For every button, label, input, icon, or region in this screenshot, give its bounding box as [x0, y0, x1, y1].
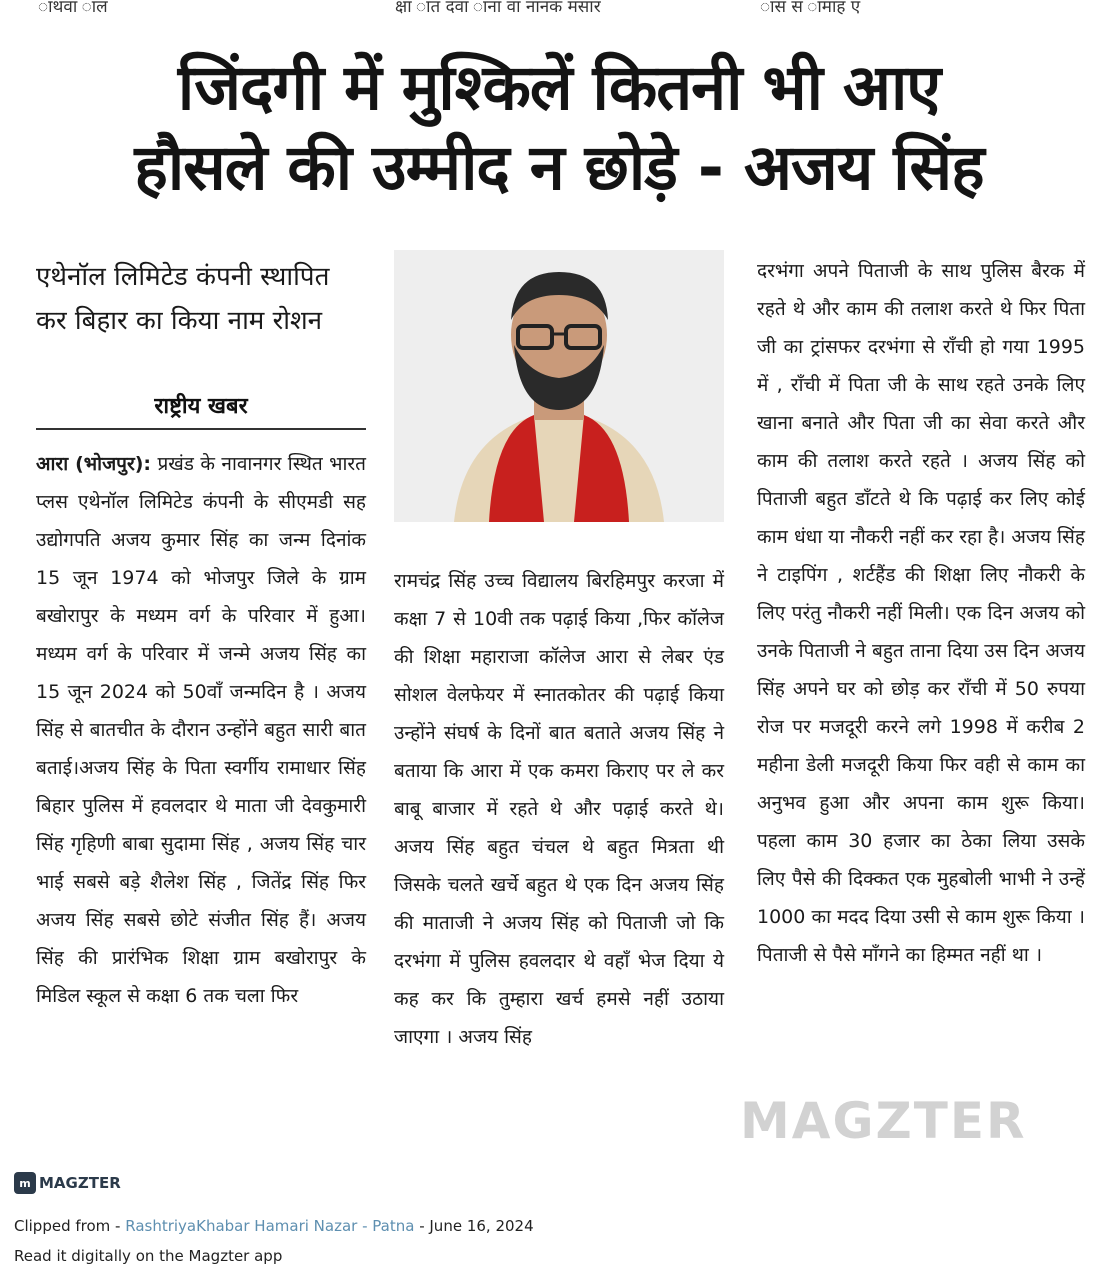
column-2-text: रामचंद्र सिंह उच्च विद्यालय बिरहिमपुर करजा में कक्षा 7 से 10वी तक पढ़ाई किया ,फिर कॉलेज की शिक्षा महाराजा कॉलेज आरा से लेबर एंड सोशल वेलफेयर में स्नातकोतर की पढ़ाई किया उन्होंने संघर्ष के दिनों बात बताते अजय सिंह ने बताया कि आरा में एक कमरा किराए पर ले कर बाबू बाजार में रहते थे और पढ़ाई करते थे। अजय सिंह बहुत चंचल थे बहुत मित्रता थी जिसके चलते खर्चे बहुत थे एक दिन अजय सिंह की माताजी ने अजय सिंह को पिताजी जो कि दरभंगा में पुलिस हवलदार थे वहाँ भेज दिया ये कह कर कि तुम्हारा खर्च हमसे नहीं उठाया जाएगा । अजय सिंह: [394, 570, 724, 1048]
headline-line-1: जिंदगी में मुश्किलें कितनी भी आए: [177, 51, 941, 124]
magzter-logo-icon: m: [14, 1172, 36, 1194]
column-1-text: प्रखंड के नावानगर स्थित भारत प्लस एथेनॉल लिमिटेड कंपनी के सीएमडी सह उद्योगपति अजय कुमार सिंह का जन्म दिनांक 15 जून 1974 को भोजपुर जिले के ग्राम बखोरापुर के मध्यम वर्ग के परिवार में हुआ। मध्यम वर्ग के परिवार में जन्मे अजय सिंह का 15 जून 2024 को 50वाँ जन्मदिन है । अजय सिंह से बातचीत के दौरान उन्होंने बहुत सारी बात बताई।अजय सिंह के पिता स्वर्गीय रामाधार सिंह बिहार पुलिस में हवलदार थे माता जी देवकुमारी सिंह गृहिणी बाबा सुदामा सिंह , अजय सिंह चार भाई सबसे बड़े शैलेश सिंह , जितेंद्र सिंह फिर अजय सिंह सबसे छोटे संजीत सिंह हैं। अजय सिंह की प्रारंभिक शिक्षा ग्राम बखोरापुर के मिडिल स्कूल से कक्षा 6 तक चला फिर: [36, 453, 366, 1007]
top-cut-text-strip: [0, 0, 1118, 22]
subheadline: एथेनॉल लिमिटेड कंपनी स्थापित कर बिहार का किया नाम रोशन: [36, 262, 330, 336]
clipped-prefix: Clipped from -: [14, 1217, 126, 1235]
read-app-text: Read it digitally on the Magzter app: [14, 1247, 283, 1265]
magzter-watermark: MAGZTER: [740, 1092, 1027, 1150]
clipped-source-link[interactable]: RashtriyaKhabar Hamari Nazar - Patna: [125, 1217, 415, 1235]
top-cut-text-3: ास स ामाह ए: [760, 0, 861, 17]
headline: [20, 48, 1098, 208]
headline-line-2: हौसले की उम्मीद न छोड़े - अजय सिंह: [134, 131, 984, 204]
top-cut-text-1: ाथवा ाल: [38, 0, 108, 17]
dateline: आरा (भोजपुर):: [36, 453, 152, 475]
magzter-logo-text: MAGZTER: [39, 1174, 121, 1192]
column-3-text: दरभंगा अपने पिताजी के साथ पुलिस बैरक में रहते थे और काम की तलाश करते थे फिर पिता जी का ट्रांसफर दरभंगा से राँची हो गया 1995 में , राँची में पिता जी के साथ रहते उनके लिए खाना बनाते और पिता जी का सेवा करते और काम की तलाश करते रहते । अजय सिंह को पिताजी बहुत डाँटते थे कि पढ़ाई कर लिए कोई काम धंधा या नौकरी नहीं कर रहा है। अजय सिंह ने टाइपिंग , शर्टहैंड की शिक्षा लिए नौकरी के लिए परंतु नौकरी नहीं मिली। एक दिन अजय को उनके पिताजी ने बहुत ताना दिया उस दिन अजय सिंह अपने घर को छोड़ कर राँची में 50 रुपया रोज पर मजदूरी करने लगे 1998 में करीब 2 महीना डेली मजदूरी किया फिर वही से काम का अनुभव हुआ और अपना काम शुरू किया। पहला काम 30 हजार का ठेका लिया उसके लिए पैसे की दिक्कत एक मुहबोली भाभी ने उन्हें 1000 का मदद दिया उसी से काम शुरू किया । पिताजी से पैसे माँगने का हिम्मत नहीं था ।: [757, 260, 1085, 966]
portrait-illustration: [394, 250, 724, 522]
article-column-2: [394, 562, 724, 1056]
top-cut-text-2: क्षा ात दवा ाना वा नानक मसार: [395, 0, 601, 17]
section-label: राष्ट्रीय खबर: [36, 390, 366, 430]
article-column-3: [757, 252, 1085, 974]
magzter-logo[interactable]: [14, 1172, 121, 1194]
clipped-from-line: [14, 1217, 534, 1235]
clipped-date: - June 16, 2024: [414, 1217, 534, 1235]
portrait-photo: [394, 250, 724, 522]
article-column-1: [36, 445, 366, 1015]
